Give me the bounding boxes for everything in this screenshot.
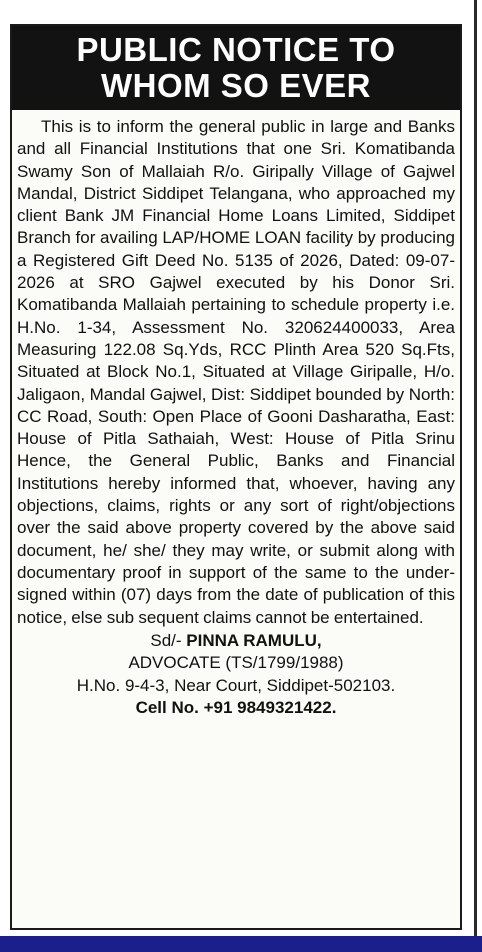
signature-block [12,630,460,720]
notice-title-line-2: WHOM SO EVER [100,67,372,104]
signature-line [12,630,460,653]
signatory-cell: Cell No. +91 9849321422. [135,698,337,718]
column-divider [474,0,477,936]
signatory-address: H.No. 9-4-3, Near Court, Siddipet-502103. [76,675,396,695]
bottom-color-band [0,936,482,952]
notice-body-text: This is to inform the general public in large and Banks and all Financial Institutions that one Sri. Komatibanda Swamy Son of Mallaiah R/o. Giripally Village of Gajwel Mandal, District Siddipet Telangana, who approached my client Bank JM Financial Home Loans Limited, Siddipet Branch for availing LAP/HOME LOAN facility by producing a Registered Gift Deed No. 5135 of 2026, Dated: 09-07- 2026 at SRO Gajwel executed by his Donor Sri. Komatibanda Mallaiah pertaining to schedule property i.e. H.No. 1-34, Assessment No. 320624400033, Area Measuring 122.08 Sq.Yds, RCC Plinth Area 520 Sq.Fts, Situated at Block No.1, Situated at Village Giripalle, H/o. Jaligaon, Mandal Gajwel, Dist: Siddipet bounded by North: CC Road, South: Open Place of Gooni Dasharatha, East: House of Pitla Sathaiah, West: House of Pitla Srinu Hence, the General Public, Banks and Financial Institutions hereby informed that, whoever, having any objections, claims, rights or any sort of right/objections over the said above property covered by the above said document, he/ she/ they may write, or submit along with documentary proof in support of the same to the under-signed within (07) days from the date of publication of this notice, else sub sequent claims cannot be entertained. [17,117,455,627]
notice-title-line-1: PUBLIC NOTICE TO [76,31,396,68]
notice-body [12,110,460,629]
signature-prefix: Sd/- [150,630,187,650]
signatory-designation: ADVOCATE (TS/1799/1988) [128,653,344,673]
notice-title [12,26,460,110]
signatory-name: PINNA RAMULU, [186,630,322,650]
public-notice [10,24,462,930]
